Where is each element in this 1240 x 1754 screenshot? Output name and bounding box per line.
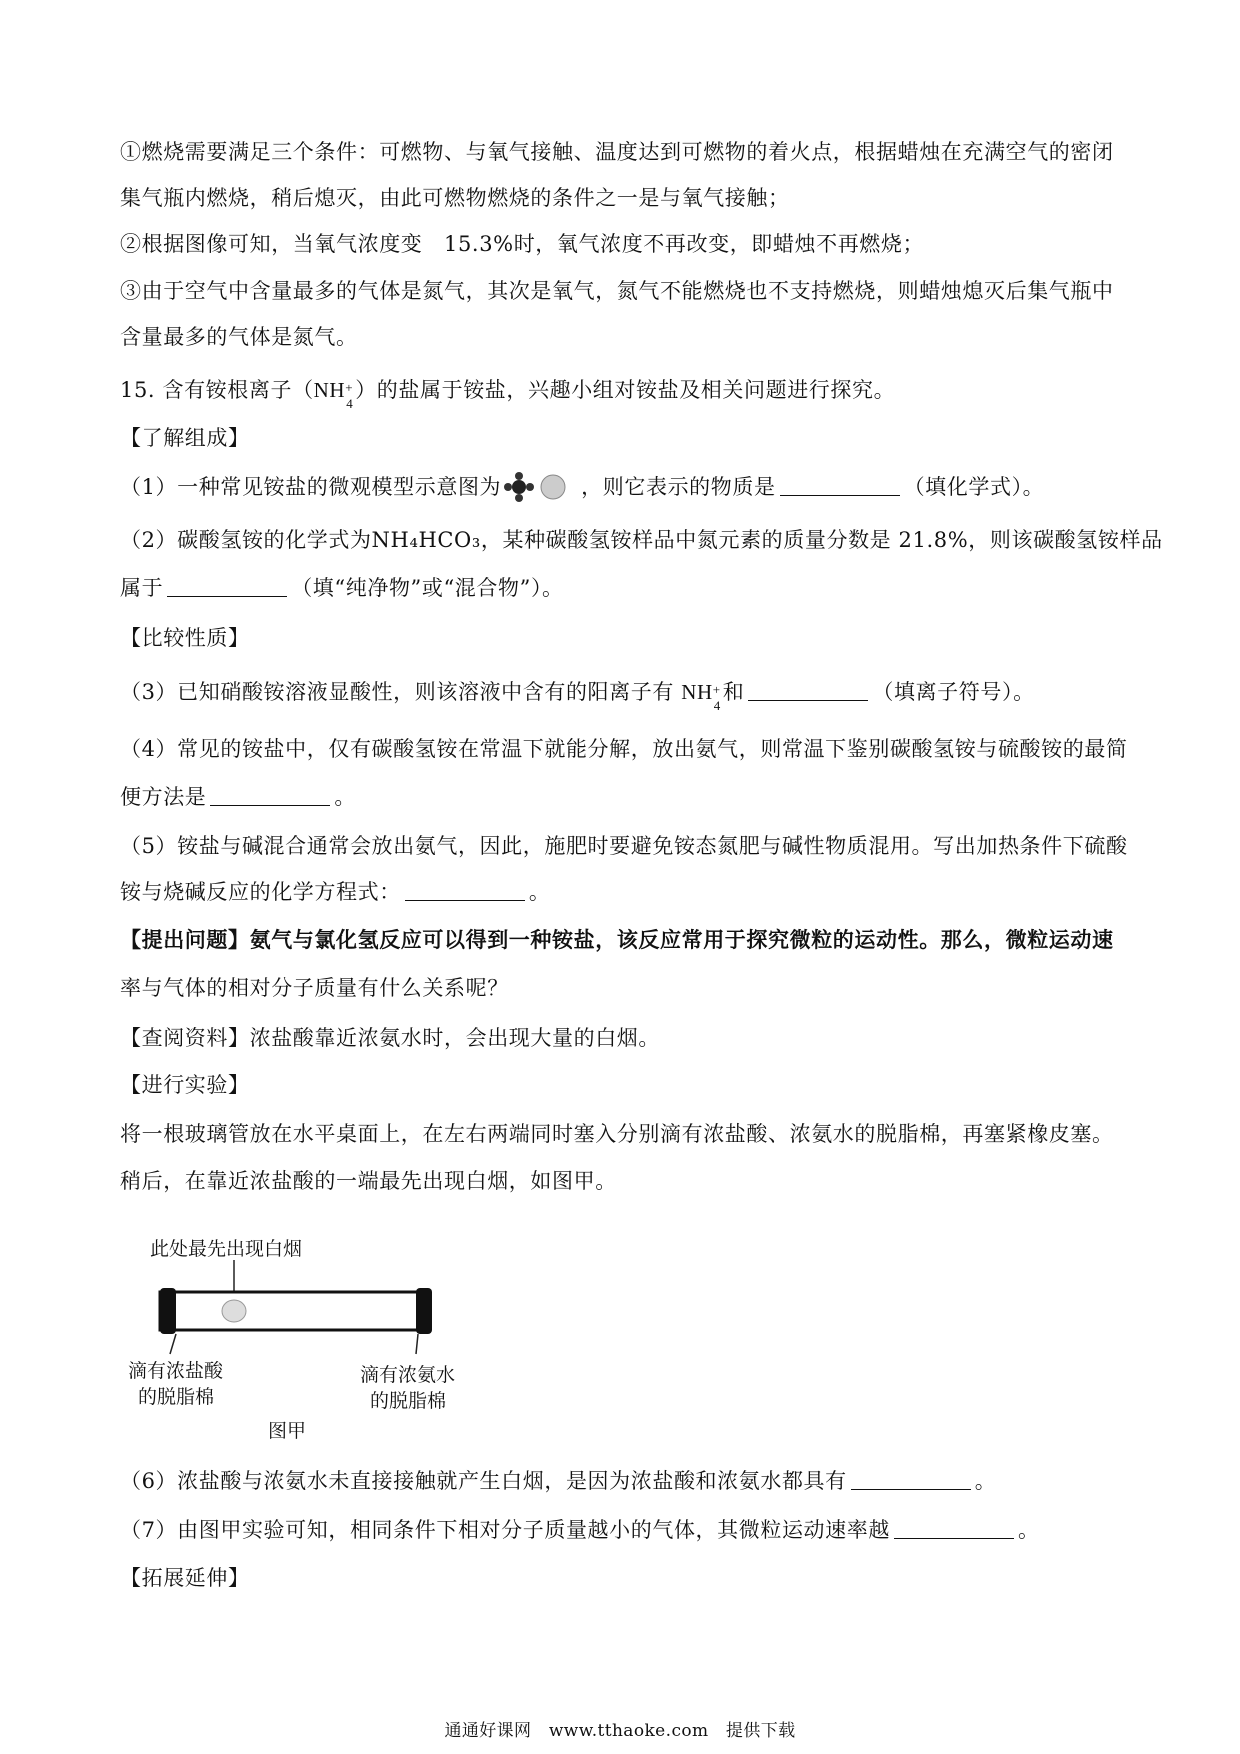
- question-5-line-1: （5）铵盐与碱混合通常会放出氨气，因此，施肥时要避免铵态氮肥与碱性物质混用。写出加热条件下硫酸: [120, 834, 1128, 858]
- answer-line-1: ①燃烧需要满足三个条件：可燃物、与氧气接触、温度达到可燃物的着火点，根据蜡烛在充满空气的密闭: [120, 140, 1114, 164]
- answer-blank-3[interactable]: [748, 678, 868, 701]
- ion-charge: +: [345, 380, 354, 395]
- fig-left-label-1: 滴有浓盐酸: [128, 1360, 224, 1382]
- section-extend: 【拓展延伸】: [120, 1566, 250, 1590]
- answer-line-5: 含量最多的气体是氮气。: [120, 325, 358, 349]
- ask-line-2: 率与气体的相对分子质量有什么关系呢？: [120, 976, 509, 1000]
- section-compare: 【比较性质】: [120, 626, 250, 650]
- answer-line-4: ③由于空气中含量最多的气体是氮气，其次是氧气，氮气不能燃烧也不支持燃烧，则蜡烛熄灭后集气瓶中: [120, 279, 1114, 303]
- answer-blank-6[interactable]: [851, 1467, 971, 1490]
- question-5-line-2: 铵与烧碱反应的化学方程式： 。: [120, 880, 551, 904]
- molecule-model-icon: [503, 472, 579, 502]
- section-understand: 【了解组成】: [120, 426, 250, 450]
- fig-left-label-2: 的脱脂棉: [138, 1386, 215, 1408]
- answer-blank-5[interactable]: [405, 878, 525, 901]
- fig-right-label-1: 滴有浓氨水: [360, 1364, 456, 1386]
- figure-glass-tube: [120, 1230, 480, 1450]
- q15-suffix: ）的盐属于铵盐，兴趣小组对铵盐及相关问题进行探究。: [355, 378, 896, 402]
- answer-line-3: ②根据图像可知，当氧气浓度变 15.3%时，氧气浓度不再改变，即蜡烛不再燃烧；: [120, 232, 925, 256]
- ammonium-ion: NH + 4: [314, 378, 356, 402]
- ammonium-ion: NH + 4: [681, 680, 721, 713]
- answer-blank-7[interactable]: [894, 1516, 1014, 1539]
- question-7: （7）由图甲实验可知，相同条件下相对分子质量越小的气体，其微粒运动速率越 。: [120, 1518, 1040, 1542]
- question-15: [120, 375, 896, 411]
- research-line: 【查阅资料】浓盐酸靠近浓氨水时，会出现大量的白烟。: [120, 1026, 660, 1050]
- answer-line-2: 集气瓶内燃烧，稍后熄灭，由此可燃物燃烧的条件之一是与氧气接触；: [120, 186, 790, 210]
- experiment-line-1: 将一根玻璃管放在水平桌面上，在左右两端同时塞入分别滴有浓盐酸、浓氨水的脱脂棉，再塞紧橡皮塞。: [120, 1122, 1114, 1146]
- question-6: （6）浓盐酸与浓氨水未直接接触就产生白烟，是因为浓盐酸和浓氨水都具有 。: [120, 1469, 997, 1493]
- ion-subscript: 4: [346, 396, 354, 411]
- answer-blank-2[interactable]: [167, 574, 287, 597]
- fig-caption: 图甲: [268, 1420, 307, 1442]
- fig-top-label: 此处最先出现白烟: [150, 1238, 303, 1260]
- experiment-line-2: 稍后，在靠近浓盐酸的一端最先出现白烟，如图甲。: [120, 1169, 617, 1193]
- page-footer: 通通好课网 www.tthaoke.com 提供下载: [444, 1721, 796, 1741]
- question-4-line-2: 便方法是 。: [120, 785, 357, 809]
- ask-line-1: 【提出问题】氨气与氯化氢反应可以得到一种铵盐，该反应常用于探究微粒的运动性。那么，微粒运动速: [120, 927, 1114, 952]
- question-3: （3）已知硝酸铵溶液显酸性，则该溶液中含有的阳离子有 NH + 4 和 （填离子符号）。: [120, 680, 1035, 713]
- section-experiment: 【进行实验】: [120, 1073, 250, 1097]
- answer-blank-1[interactable]: [780, 473, 900, 496]
- question-1: （1）一种常见铵盐的微观模型示意图为 ，则它表示的物质是 （填化学式）。: [120, 472, 1044, 502]
- fig-right-label-2: 的脱脂棉: [370, 1390, 447, 1412]
- question-2-line-1: （2）碳酸氢铵的化学式为NH₄HCO₃，某种碳酸氢铵样品中氮元素的质量分数是 21.8%，则该碳酸氢铵样品: [120, 528, 1163, 552]
- question-4-line-1: （4）常见的铵盐中，仅有碳酸氢铵在常温下就能分解，放出氨气，则常温下鉴别碳酸氢铵与硫酸铵的最简: [120, 737, 1128, 761]
- q15-prefix: 15. 含有铵根离子（: [120, 378, 314, 402]
- question-2-line-2: 属于 （填“纯净物”或“混合物”）。: [120, 576, 564, 600]
- answer-blank-4[interactable]: [210, 783, 330, 806]
